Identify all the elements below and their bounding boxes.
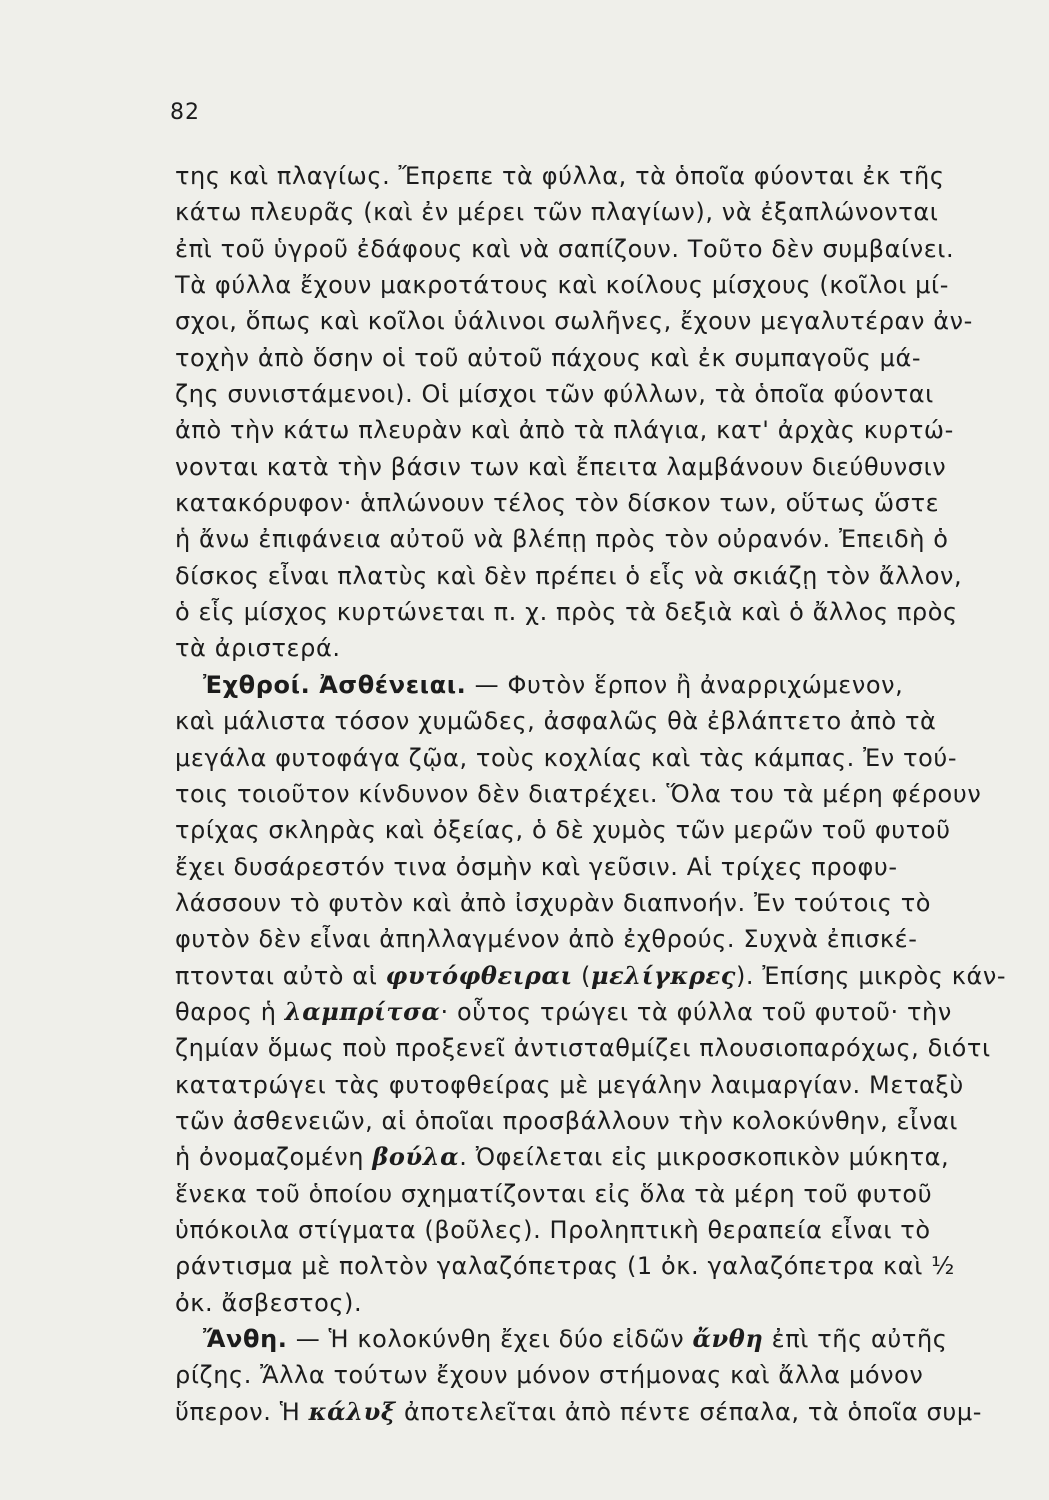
text-line: τρίχας σκληρὰς καὶ ὀξείας, ὁ δὲ χυμὸς τῶν μερῶν τοῦ φυτοῦ [175,816,951,845]
text-line: λάσσουν τὸ φυτὸν καὶ ἀπὸ ἰσχυρὰν διαπνοήν. Ἐν τούτοις τὸ [175,888,932,917]
text-run: ). Ἐπίσης μικρὸς κάν- [735,961,1007,990]
section-flowers-line [175,1321,1047,1357]
text-line: καὶ μάλιστα τόσον χυμῶδες, ἀσφαλῶς θὰ ἐβλάπτετο ἀπὸ τὰ [175,707,937,736]
text-line: ἡ ἄνω ἐπιφάνεια αὐτοῦ νὰ βλέπῃ πρὸς τὸν οὐρανόν. Ἐπειδὴ ὁ [175,525,949,554]
text-line [175,958,1047,994]
text-run: ὕπερον. Ἡ [175,1397,309,1426]
text-line [175,1394,1047,1430]
text-line: μεγάλα φυτοφάγα ζῷα, τοὺς κοχλίας καὶ τὰς κάμπας. Ἐν τού- [175,743,958,772]
text-run: · οὗτος τρώγει τὰ φύλλα τοῦ φυτοῦ· τὴν [440,997,952,1026]
text-run: θαρος ἡ [175,997,285,1026]
text-line: δίσκος εἶναι πλατὺς καὶ δὲν πρέπει ὁ εἷς νὰ σκιάζῃ τὸν ἄλλον, [175,561,963,590]
text-line: κατακόρυφον· ἁπλώνουν τέλος τὸν δίσκον των, οὕτως ὥστε [175,489,940,518]
text-line: ὀκ. ἄσβεστος). [175,1288,363,1317]
text-line: ζης συνιστάμενοι). Οἱ μίσχοι τῶν φύλλων, τὰ ὁποῖα φύονται [175,380,934,409]
text-line: ἐπὶ τοῦ ὑγροῦ ἐδάφους καὶ νὰ σαπίζουν. Τοῦτο δὲν συμβαίνει. [175,234,955,263]
text-line: τῶν ἀσθενειῶν, αἱ ὁποῖαι προσβάλλουν τὴν κολοκύνθην, εἶναι [175,1106,958,1135]
text-run: ἡ ὀνομαζομένη [175,1143,373,1172]
text-line: ζημίαν ὅμως ποὺ προξενεῖ ἀντισταθμίζει πλουσιοπαρόχως, διότι [175,1034,991,1063]
text-line: τὰ ἀριστερά. [175,634,341,663]
section-enemies-line [175,667,1047,703]
section-heading-flowers: Ἄνθη. [203,1325,288,1353]
text-line: ράντισμα μὲ πολτὸν γαλαζόπετρας (1 ὀκ. γαλαζόπετρα καὶ ½ [175,1252,956,1281]
text-line: ἔχει δυσάρεστόν τινα ὀσμὴν καὶ γεῦσιν. Αἱ τρίχες προφυ- [175,852,898,881]
text-line: Τὰ φύλλα ἔχουν μακροτάτους καὶ κοίλους μίσχους (κοῖλοι μί- [175,271,949,300]
text-line [175,994,1047,1030]
body-text [175,158,1047,1430]
term-kalyx: κάλυξ [308,1396,396,1426]
text-run: — Φυτὸν ἕρπον ἢ ἀναρριχώμενον, [466,670,904,699]
text-run: . Ὀφείλεται εἰς μικροσκοπικὸν μύκητα, [459,1143,950,1172]
term-melingres: μελίγκρες [590,960,736,990]
text-line: τοχὴν ἀπὸ ὅσην οἱ τοῦ αὐτοῦ πάχους καὶ ἐκ συμπαγοῦς μά- [175,343,922,372]
page-number: 82 [170,100,200,125]
text-run: ( [572,961,591,990]
text-run: — Ἡ κολοκύνθη ἔχει δύο εἰδῶν [287,1325,693,1353]
text-line: νονται κατὰ τὴν βάσιν των καὶ ἔπειτα λαμβάνουν διεύθυνσιν [175,452,947,481]
text-line: ὁ εἷς μίσχος κυρτώνεται π. χ. πρὸς τὰ δεξιὰ καὶ ὁ ἄλλος πρὸς [175,598,958,627]
text-run: ἐπὶ τῆς αὐτῆς [763,1325,948,1353]
term-aphids: φυτόφθειραι [385,960,573,990]
text-line: της καὶ πλαγίως. Ἔπρεπε τὰ φύλλα, τὰ ὁποῖα φύονται ἐκ τῆς [175,162,945,190]
text-line: ἕνεκα τοῦ ὁποίου σχηματίζονται εἰς ὅλα τὰ μέρη τοῦ φυτοῦ [175,1179,933,1208]
text-line: ρίζης. Ἄλλα τούτων ἔχουν μόνον στήμονας καὶ ἄλλα μόνον [175,1361,924,1390]
text-line: φυτὸν δὲν εἶναι ἀπηλλαγμένον ἀπὸ ἐχθρούς. Συχνὰ ἐπισκέ- [175,925,918,954]
text-line [175,1139,1047,1175]
text-line: ἀπὸ τὴν κάτω πλευρὰν καὶ ἀπὸ τὰ πλάγια, κατ' ἀρχὰς κυρτώ- [175,416,954,445]
term-anthi: ἄνθη [692,1324,764,1353]
term-voula: βούλα [372,1142,460,1172]
text-run: ἀποτελεῖται ἀπὸ πέντε σέπαλα, τὰ ὁποῖα συμ- [395,1397,982,1426]
term-ladybird: λαμπρίτσα [284,996,441,1026]
text-line: κάτω πλευρᾶς (καὶ ἐν μέρει τῶν πλαγίων), νὰ ἐξαπλώνονται [175,198,939,227]
text-line: κατατρώγει τὰς φυτοφθείρας μὲ μεγάλην λαιμαργίαν. Μεταξὺ [175,1070,964,1099]
text-line: ὑπόκοιλα στίγματα (βοῦλες). Προληπτικὴ θεραπεία εἶναι τὸ [175,1215,931,1244]
text-line: σχοι, ὅπως καὶ κοῖλοι ὑάλινοι σωλῆνες, ἔχουν μεγαλυτέραν ἀν- [175,307,973,336]
section-heading-enemies: Ἐχθροί. Ἀσθένειαι. [203,670,467,699]
text-line: τοις τοιοῦτον κίνδυνον δὲν διατρέχει. Ὅλα του τὰ μέρη φέρουν [175,779,982,808]
text-run: πτονται αὐτὸ αἱ [175,961,386,990]
